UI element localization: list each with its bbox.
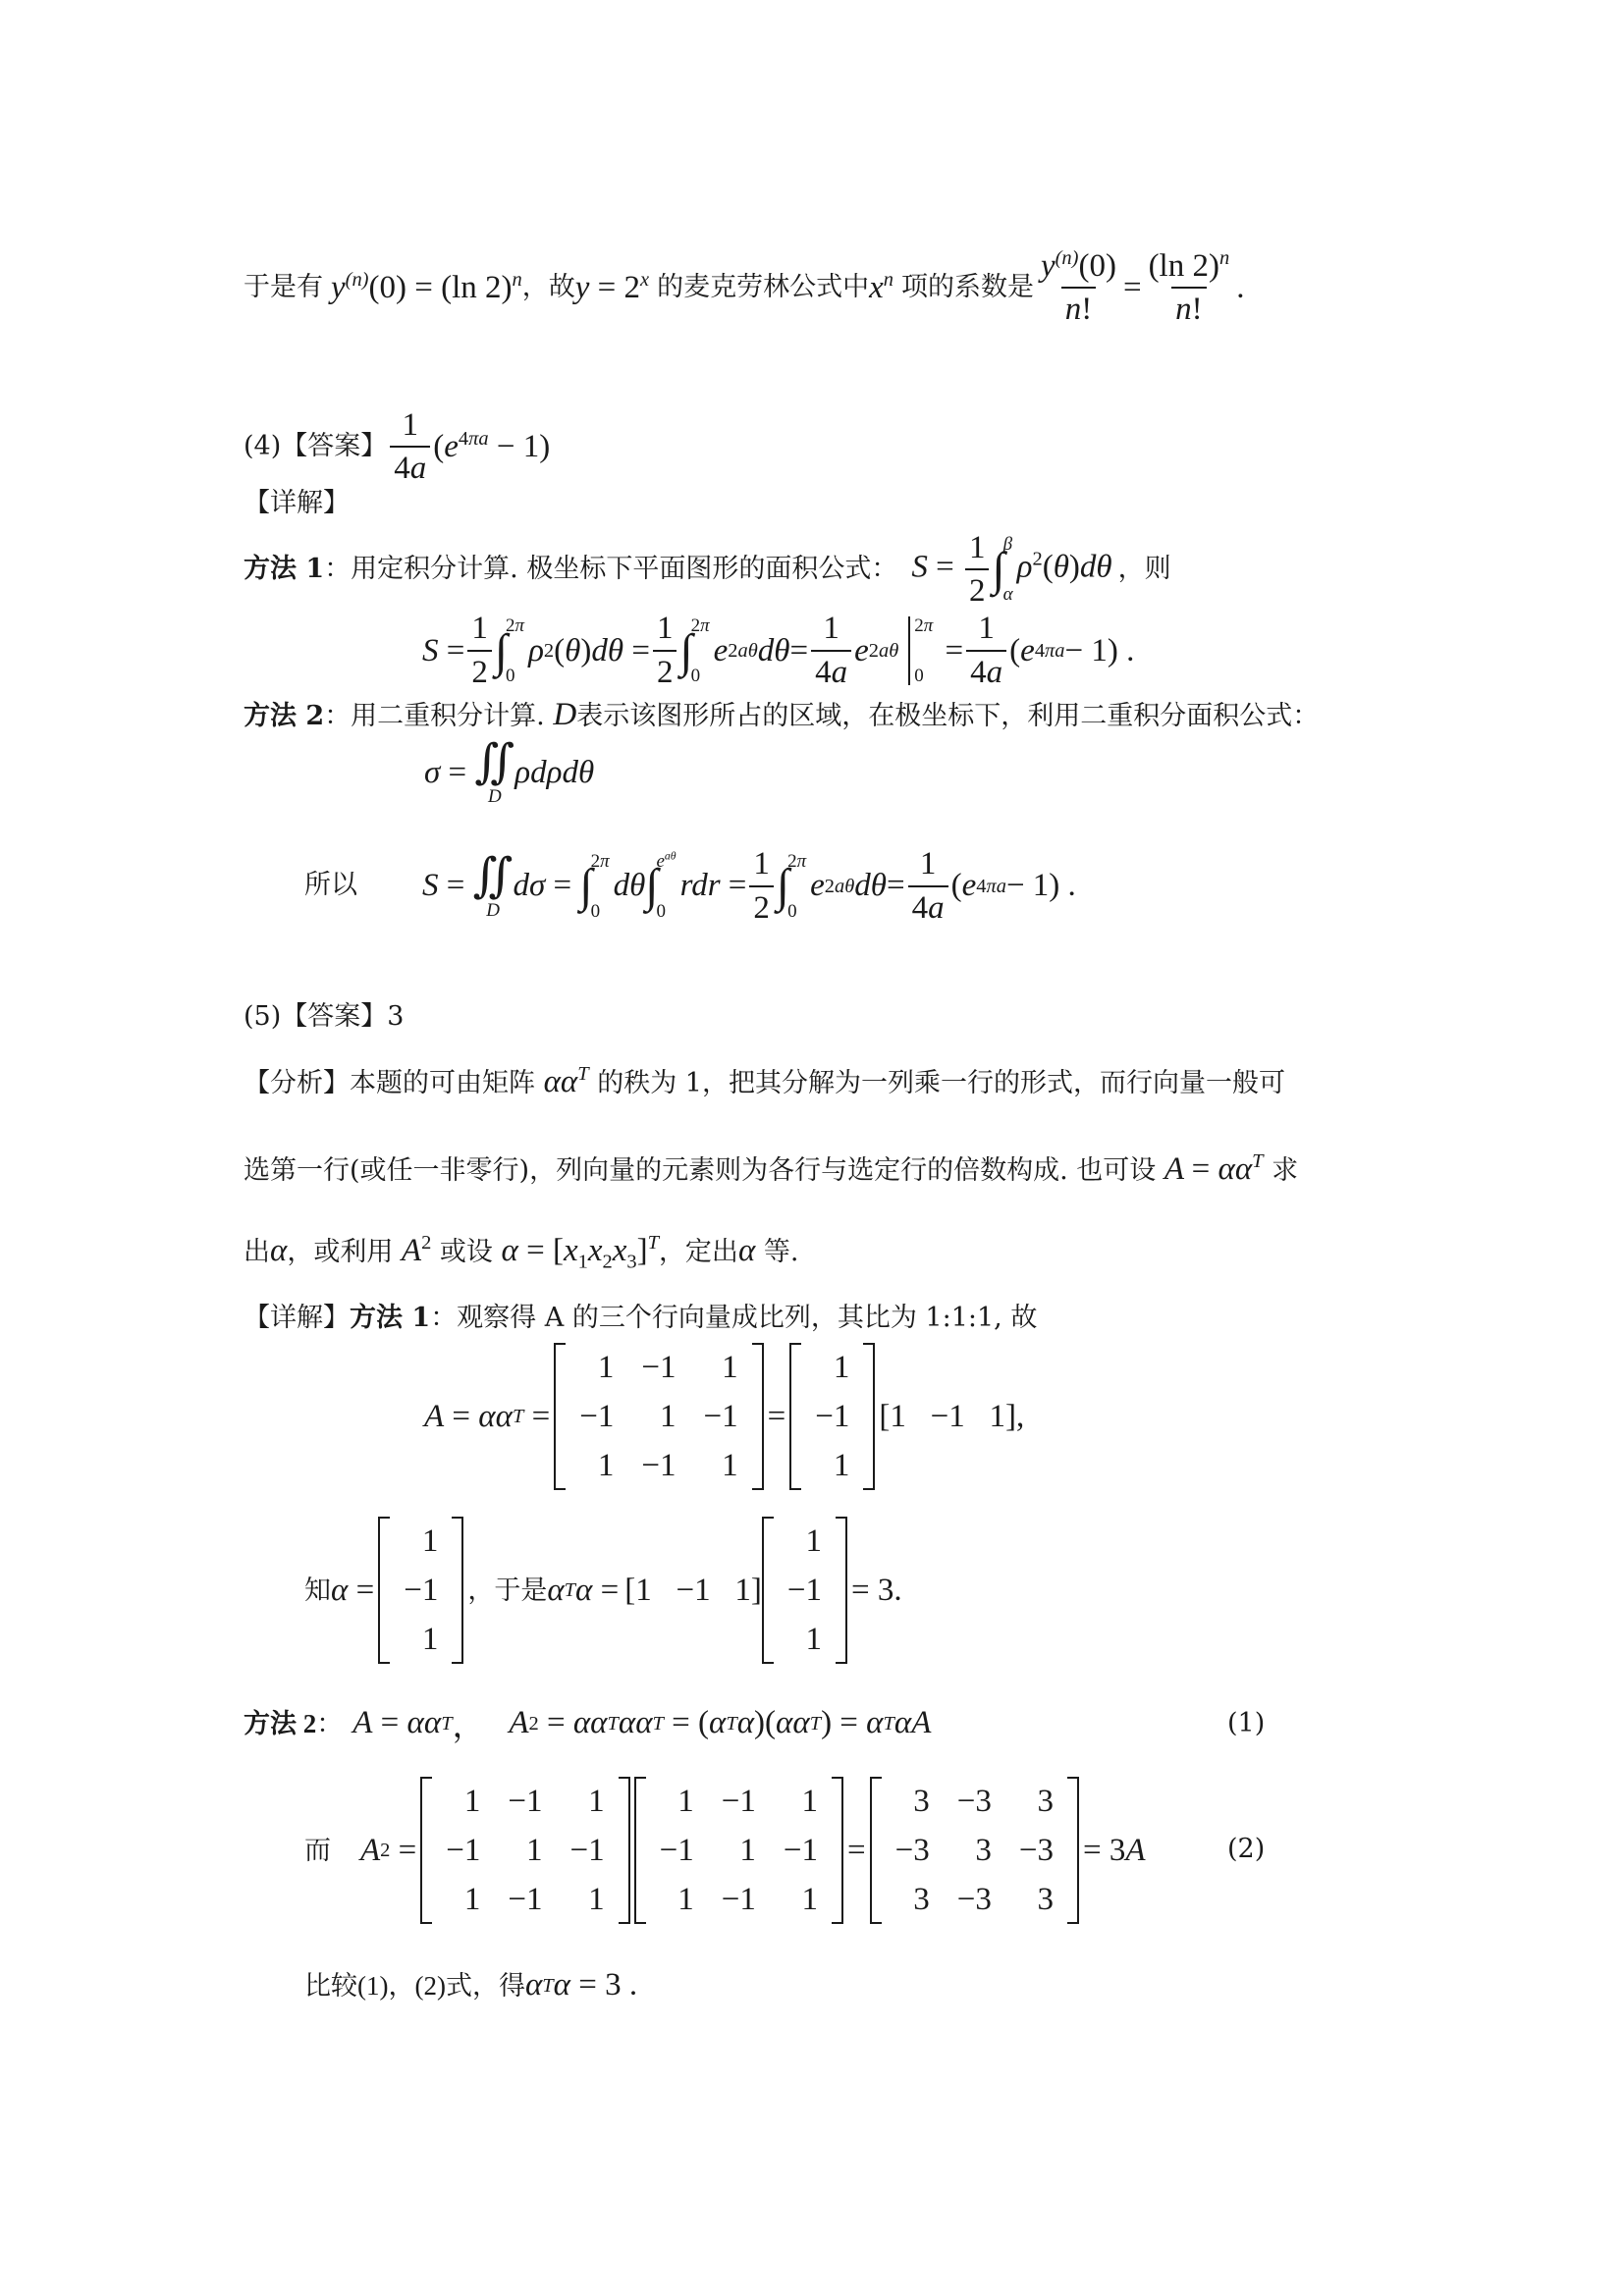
q5-method2-square: 而 A 2 = 1 −1 1 −1 1 −1 1 −1 1 1 −1 1 −1 1 −1 1 −1 1 = 3 −3 3 −3 3 −3 3 −3 3 = 3 A xyxy=(304,1777,1146,1924)
text: 或设 xyxy=(439,1237,493,1267)
fraction: $\frac{(\ln 2)^n}{n!}$ xyxy=(1148,247,1230,327)
period: . xyxy=(1236,270,1245,305)
row-vector: [1 −1 1] xyxy=(879,1398,1016,1434)
q5-method2-line: 方法 2 ： A = αα T ， A 2 = αα T αα T = ( α T α )( αα T ) = α T αA xyxy=(244,1705,932,1744)
row-vector: [1 −1 1] xyxy=(624,1572,762,1608)
q5-conclusion: 比较(1)，(2)式，得 α T α = 3 . xyxy=(304,1967,638,2002)
formula: $\alpha\alpha^T$ xyxy=(543,1063,589,1099)
text: 而 xyxy=(304,1836,331,1865)
text: 比较(1)，(2)式，得 xyxy=(304,1970,525,2001)
column-vector-alpha: 1 −1 1 xyxy=(789,1343,875,1490)
text: ，则 xyxy=(1117,554,1171,584)
formula: $x^n$ xyxy=(869,269,893,305)
region-symbol: D xyxy=(553,697,577,732)
answer-tag: 【答案】 xyxy=(281,1001,388,1032)
q5-method1-decomposition: A = αα T = 1 −1 1 −1 1 −1 1 −1 1 = 1 −1 1 [1 −1 1] , xyxy=(424,1343,1024,1490)
formula: $A^2$ xyxy=(401,1232,432,1268)
q4-method2-line xyxy=(244,697,1319,734)
text: ，定出 xyxy=(658,1237,738,1267)
method-heading: 方法 1 xyxy=(350,1303,431,1333)
analysis-tag: 【分析】 xyxy=(244,1068,350,1098)
matrix-A: 1 −1 1 −1 1 −1 1 −1 1 xyxy=(554,1343,763,1490)
method-heading: 方法 1 xyxy=(244,554,325,584)
text: 等. xyxy=(763,1237,799,1267)
detail-tag: 【详解】 xyxy=(244,1303,350,1333)
text: ，或利用 xyxy=(287,1237,394,1267)
method-text: ：用定积分计算. 极坐标下平面图形的面积公式： xyxy=(324,554,898,584)
text: 求 xyxy=(1272,1155,1299,1186)
formula: $y^{(n)}(0) = (\ln$ 2)$^n$ xyxy=(331,269,522,305)
method-text: ：观察得 A 的三个行向量成比列，其比为 1:1:1, 故 xyxy=(430,1303,1038,1333)
method-heading: 方法 2 xyxy=(244,701,325,731)
sigma-formula: σ = ∬ D ρdρdθ xyxy=(424,736,595,807)
alpha-symbol: α xyxy=(737,1233,756,1268)
q5-label: (5) xyxy=(244,1001,282,1032)
text: 选第一行(或任一非零行)，列向量的元素则为各行与选定行的倍数构成. 也可设 xyxy=(244,1155,1157,1186)
q5-analysis-2 xyxy=(244,1151,1298,1189)
text: 的麦克劳林公式中 xyxy=(657,272,870,302)
maclaurin-line xyxy=(244,243,1244,332)
formula: $A = \alpha\alpha^T$ xyxy=(1164,1150,1264,1187)
fraction: $\frac{1}{4a}$ xyxy=(390,407,430,486)
matrix-A-squared: 3 −3 3 −3 3 −3 3 −3 3 xyxy=(870,1777,1079,1924)
q4-detail-tag: 【详解】 xyxy=(244,488,350,518)
q5-method1-result: 知 α = 1 −1 1 ，于是 α T α = [1 −1 1] 1 −1 1 = 3. xyxy=(304,1517,902,1664)
q5-analysis-1 xyxy=(244,1064,1285,1101)
formula: $(e^{4\pi a} - 1)$ xyxy=(433,428,551,464)
text: 出 xyxy=(244,1237,270,1267)
matrix-A: 1 −1 1 −1 1 −1 1 −1 1 xyxy=(634,1777,843,1924)
q5-detail-line xyxy=(244,1301,1037,1336)
method-text: 表示该图形所占的区域，在极坐标下，利用二重积分面积公式： xyxy=(576,701,1320,731)
formula: $\alpha = [x_1x_2x_3]^T$ xyxy=(501,1232,659,1273)
q4-answer-line xyxy=(244,402,550,491)
formula: $y = 2^x$ xyxy=(574,269,650,305)
equals: = xyxy=(1122,270,1142,305)
q5-answer-line xyxy=(244,999,404,1035)
text: ，于是 xyxy=(467,1575,548,1605)
q4-label: (4) xyxy=(244,431,282,461)
text: 于是有 xyxy=(244,272,323,302)
equation-label: (2) xyxy=(1227,1834,1266,1864)
q4-method1-line xyxy=(244,525,1171,614)
answer-value: 3 xyxy=(387,1001,405,1032)
q4-method1-eval: S = $\frac{1}{2}$ ∫ 2π 0 ρ 2 ( θ ) dθ = $\frac{1}{2}$ ∫ 2π 0 e 2aθ dθ = $\frac{1}{4a}$ e 2aθ 2π 0 = $\frac{1}{4a}$ ( e 4πa − 1) . xyxy=(422,611,1135,690)
method-heading: 方法 2 xyxy=(244,1708,317,1738)
text: 本题的可由矩阵 xyxy=(350,1068,535,1098)
method-text: ：用二重积分计算. xyxy=(324,701,545,731)
equation-label: (1) xyxy=(1227,1708,1266,1738)
matrix-A: 1 −1 1 −1 1 −1 1 −1 1 xyxy=(420,1777,629,1924)
q5-analysis-3 xyxy=(244,1232,799,1273)
text: 项的系数是 xyxy=(900,272,1034,302)
answer-tag: 【答案】 xyxy=(281,431,388,461)
area-formula: S = $\frac{1}{2}$ ∫ β α $\rho^2(\theta)d\theta$ xyxy=(911,530,1112,609)
fraction: $\frac{y^{(n)}(0)}{n!}$ xyxy=(1040,247,1116,327)
text: 知 xyxy=(304,1575,331,1605)
q4-method2-eval: S = ∬ D dσ = ∫ 2π 0 dθ ∫ $e^{a\theta}$ 0 rdr = $\frac{1}{2}$ ∫ 2π 0 e 2aθ dθ = $\frac{1}{4a}$ ( e 4πa − 1) . xyxy=(422,845,1076,926)
alpha-symbol: α xyxy=(270,1233,288,1268)
text: ，故 xyxy=(521,272,575,302)
so-label: 所以 xyxy=(304,870,357,900)
column-vector-alpha: 1 −1 1 xyxy=(378,1517,463,1664)
column-vector-alpha: 1 −1 1 xyxy=(762,1517,847,1664)
text: 的秩为 1，把其分解为一列乘一行的形式，而行向量一般可 xyxy=(597,1068,1285,1098)
